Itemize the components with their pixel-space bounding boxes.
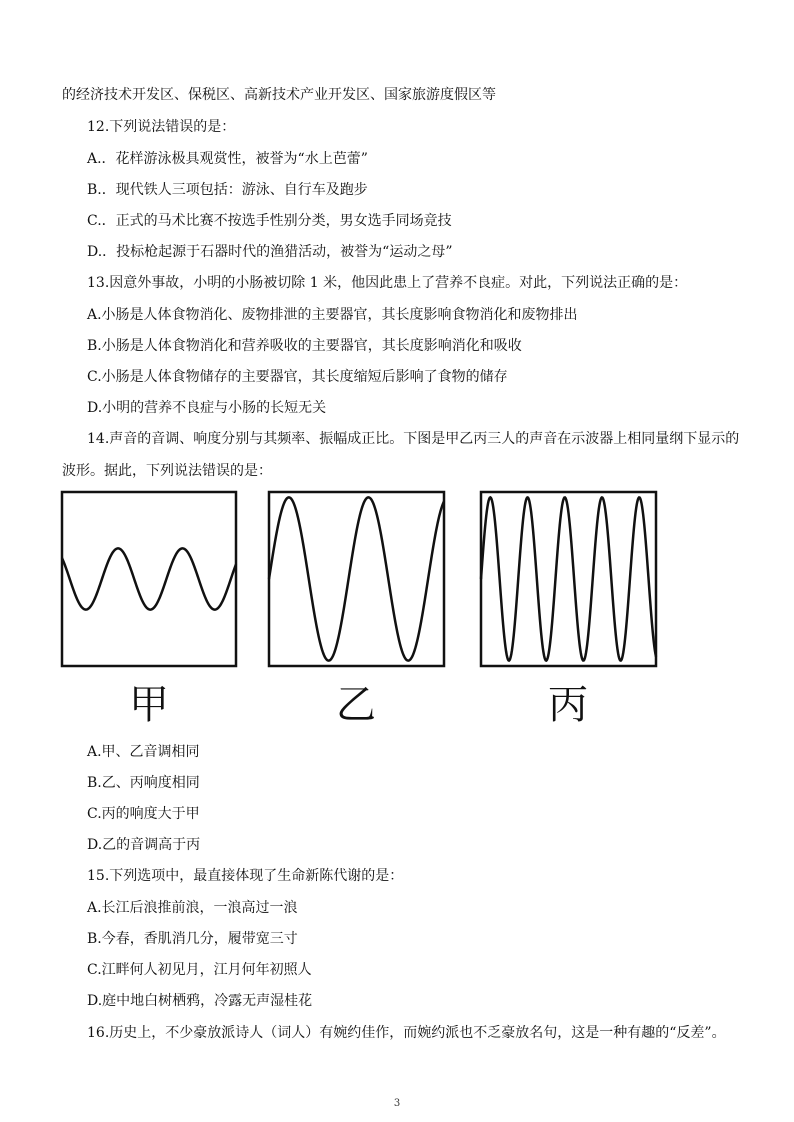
label-yi: 乙	[336, 682, 376, 728]
q15-option-a: A.长江后浪推前浪，一浪高过一浪	[87, 900, 298, 916]
q12-option-c: C.．正式的马术比赛不按选手性别分类，男女选手同场竞技	[87, 213, 452, 229]
q15-option-b: B.今春，香肌消几分，履带宽三寸	[87, 931, 298, 947]
q14-option-a: A.甲、乙音调相同	[87, 744, 200, 760]
q12-option-b: B.．现代铁人三项包括：游泳、自行车及跑步	[87, 182, 368, 198]
q12-option-d: D.．投标枪起源于石器时代的渔猎活动，被誉为“运动之母”	[87, 244, 453, 260]
question-15: 15.下列选项中，最直接体现了生命新陈代谢的是：	[87, 868, 404, 884]
question-16: 16.历史上，不少豪放派诗人（词人）有婉约佳作，而婉约派也不乏豪放名句，这是一种有趣的“反差”。	[87, 1025, 726, 1041]
q14-option-d: D.乙的音调高于丙	[87, 837, 201, 853]
q12-option-a: A.．花样游泳极具观赏性，被誉为“水上芭蕾”	[87, 151, 368, 167]
q13-option-b: B.小肠是人体食物消化和营养吸收的主要器官，其长度影响消化和吸收	[87, 338, 522, 354]
page-number: 3	[393, 1098, 401, 1109]
q15-option-c: C.江畔何人初见月，江月何年初照人	[87, 962, 312, 978]
q13-option-c: C.小肠是人体食物储存的主要器官，其长度缩短后影响了食物的储存	[87, 369, 508, 385]
q14-option-b: B.乙、丙响度相同	[87, 775, 200, 791]
question-13: 13.因意外事故，小明的小肠被切除 1 米，他因此患上了营养不良症。对此，下列说法正确的是：	[87, 275, 688, 291]
oscilloscope-figure	[60, 488, 660, 728]
q13-option-a: A.小肠是人体食物消化、废物排泄的主要器官，其长度影响食物消化和废物排出	[87, 307, 578, 323]
label-bing: 丙	[548, 682, 588, 728]
q15-option-d: D.庭中地白树栖鸦，冷露无声湿桂花	[87, 993, 313, 1009]
question-12: 12.下列说法错误的是：	[87, 119, 236, 135]
continued-text: 的经济技术开发区、保税区、高新技术产业开发区、国家旅游度假区等	[62, 87, 496, 103]
q14-option-c: C.丙的响度大于甲	[87, 806, 200, 822]
question-14-line1: 14.声音的音调、响度分别与其频率、振幅成正比。下图是甲乙丙三人的声音在示波器上相同量纲下显示的	[87, 431, 740, 447]
question-14-line2: 波形。据此，下列说法错误的是：	[62, 463, 272, 479]
q13-option-d: D.小明的营养不良症与小肠的长短无关	[87, 400, 327, 416]
label-jia: 甲	[129, 682, 169, 728]
